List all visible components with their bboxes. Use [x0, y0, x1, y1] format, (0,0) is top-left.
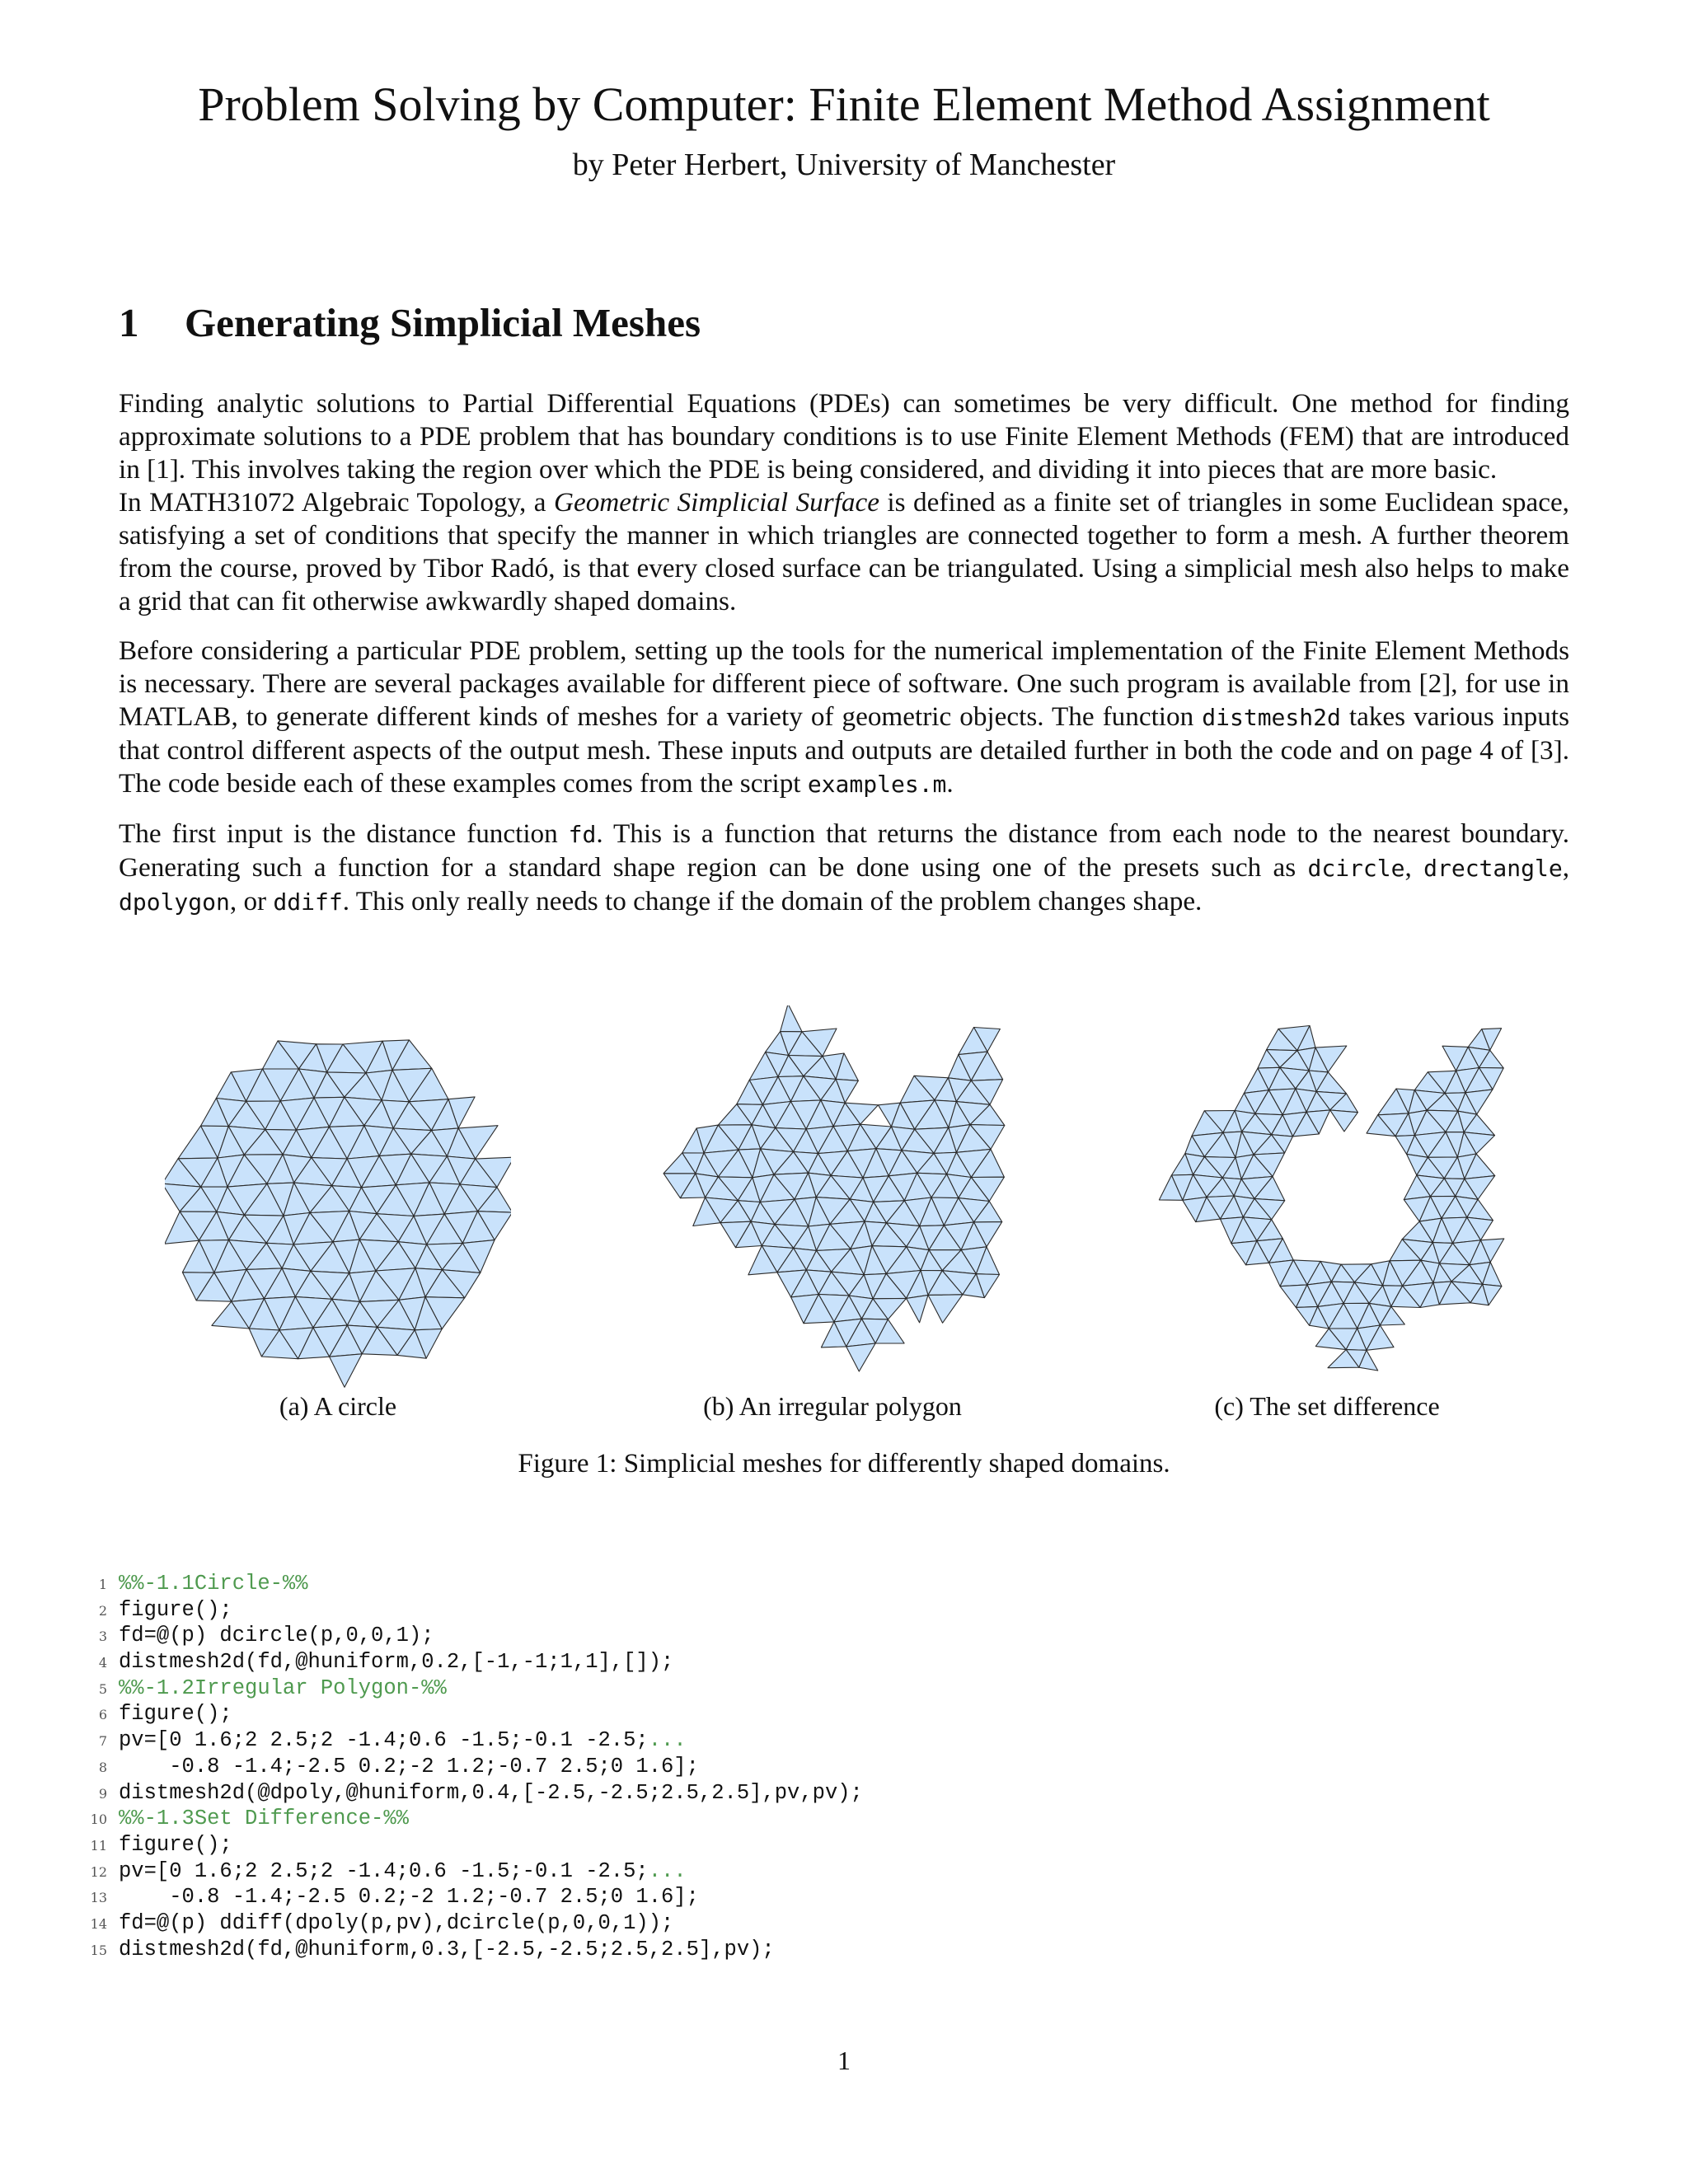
inline-code-ddiff: ddiff [273, 888, 343, 916]
line-number: 7 [98, 1733, 107, 1750]
paragraph-1: Finding analytic solutions to Partial Differential Equations (PDEs) can sometimes be very difficult. One method for finding approximate solutions to a PDE problem that has boundary conditions is to use Finite Element Methods (FEM) that are introduced in [1]. This involves taking the region over which the PDE is being considered, and dividing it into pieces that are more basic. [119, 388, 1569, 485]
subcaption-b: (b) An irregular polygon [703, 1391, 962, 1421]
line-number: 6 [98, 1707, 107, 1723]
mesh-triangle [928, 1295, 963, 1323]
paragraph-2-text-cont: is defined as a finite set of triangles in some Euclidean space, satisfying a set of conditions that specify the manner in which triangles are connected together to form a mesh. A further theorem from the course, proved by Tibor Radó, is that every closed surface can be triangulated. Using a simplicial mesh also helps to make a grid that can fit otherwise awkwardly shaped domains. [119, 487, 1569, 616]
code-text: distmesh2d(@dpoly,@huniform,0.4,[-2.5,-2.5;2.5,2.5],pv,pv); [119, 1780, 863, 1805]
mesh-triangle [907, 1295, 928, 1322]
code-line [82, 1571, 1154, 1597]
paragraph-3 [119, 635, 1569, 801]
paragraph-3-end: . [946, 768, 954, 799]
code-line [82, 1701, 1154, 1727]
code-text: -0.8 -1.4;-2.5 0.2;-2 1.2;-0.7 2.5;0 1.6]; [119, 1885, 699, 1910]
code-text: -0.8 -1.4;-2.5 0.2;-2 1.2;-0.7 2.5;0 1.6]; [119, 1754, 699, 1779]
code-comment: %%-1.3Set Difference-%% [119, 1807, 409, 1831]
line-number: 15 [90, 1942, 107, 1958]
code-text: fd=@(p) ddiff(dpoly(p,pv),dcircle(p,0,0,1)); [119, 1910, 674, 1935]
inline-code-distmesh2d: distmesh2d [1202, 704, 1341, 731]
paragraph-2 [119, 486, 1569, 618]
paragraph-3-text: Before considering a particular PDE problem, setting up the tools for the numerical implementation of the Finite Element Methods is necessary. There are several packages available for different piece of software. One such program is available from [2], for use in MATLAB, to generate different kinds of meshes for a variety of geometric objects. The function [119, 635, 1569, 732]
body-text [119, 387, 1569, 935]
inline-code-examples: examples.m [807, 771, 947, 798]
code-line [82, 1754, 1154, 1780]
line-continuation: ... [648, 1728, 687, 1753]
inline-code-dcircle: dcircle [1307, 855, 1405, 882]
subcaption-c: (c) The set difference [1214, 1391, 1440, 1421]
code-line [82, 1884, 1154, 1910]
code-line [82, 1858, 1154, 1885]
code-comment: %%-1.1Circle-%% [119, 1572, 308, 1596]
mesh-triangle [330, 1354, 363, 1387]
mesh-set-difference-figure [1146, 1005, 1508, 1401]
inline-code-fd: fd [568, 821, 597, 848]
inline-code-drectangle: drectangle [1423, 855, 1563, 882]
line-number: 2 [98, 1602, 107, 1619]
line-number: 10 [90, 1811, 107, 1828]
line-number: 4 [98, 1655, 107, 1671]
paragraph-4-text-cont: . This is a function that returns the distance from each node to the nearest boundary. Generating such a function for a standard shape region can be done using one of the presets such as [119, 818, 1569, 883]
mesh-triangle [1330, 1110, 1358, 1132]
mesh-triangle [781, 1005, 802, 1032]
code-text: fd=@(p) dcircle(p,0,0,1); [119, 1624, 434, 1648]
paragraph-4-end: . This only really needs to change if the domain of the problem changes shape. [342, 886, 1203, 916]
code-line [82, 1649, 1154, 1675]
code-text: distmesh2d(fd,@huniform,0.2,[-1,-1;1,1],[]); [119, 1650, 674, 1675]
paragraph-4-sep-3: , or [229, 886, 274, 916]
code-comment: %%-1.2Irregular Polygon-%% [119, 1675, 447, 1700]
section-heading [119, 298, 701, 348]
figure-caption: Figure 1: Simplicial meshes for differently shaped domains. [518, 1449, 1170, 1479]
line-continuation: ... [648, 1858, 687, 1883]
code-line [82, 1806, 1154, 1832]
code-listing [82, 1571, 1154, 1962]
line-number: 11 [90, 1837, 107, 1854]
code-line [82, 1675, 1154, 1702]
paragraph-4-sep-2: , [1562, 852, 1569, 883]
section-title: Generating Simplicial Meshes [185, 300, 701, 345]
line-number: 8 [98, 1759, 107, 1775]
paragraph-4 [119, 818, 1569, 919]
line-number: 3 [98, 1629, 107, 1645]
code-line [82, 1623, 1154, 1649]
code-text: figure(); [119, 1832, 232, 1857]
line-number: 9 [98, 1785, 107, 1802]
code-line [82, 1910, 1154, 1937]
line-number: 1 [98, 1577, 107, 1592]
subcaption-a: (a) A circle [279, 1391, 397, 1421]
mesh-circle-figure [165, 1014, 511, 1393]
inline-code-dpolygon: dpolygon [119, 888, 230, 916]
section-number: 1 [119, 300, 139, 345]
paragraph-4-text: The first input is the distance function [119, 818, 569, 849]
paragraph-4-sep-1: , [1404, 852, 1424, 883]
line-number: 14 [90, 1915, 107, 1932]
mesh-triangle [846, 1343, 875, 1371]
paper-author: by Peter Herbert, University of Manchester [572, 148, 1116, 182]
code-text: pv=[0 1.6;2 2.5;2 -1.4;0.6 -1.5;-0.1 -2.5; [119, 1858, 649, 1883]
line-number: 13 [90, 1890, 107, 1906]
paragraph-3-text-cont: takes various inputs that control different aspects of the output mesh. These inputs and outputs are detailed further in both the code and on page 4 of [3]. The code beside each of these examples comes from the script [119, 701, 1569, 799]
page-number: 1 [837, 2046, 851, 2075]
code-text: pv=[0 1.6;2 2.5;2 -1.4;0.6 -1.5;-0.1 -2.5; [119, 1728, 649, 1753]
code-text: figure(); [119, 1597, 232, 1622]
code-text: distmesh2d(fd,@huniform,0.3,[-2.5,-2.5;2.5,2.5],pv); [119, 1937, 775, 1961]
mesh-polygon-figure [651, 1005, 1014, 1401]
code-line [82, 1832, 1154, 1858]
code-line [82, 1727, 1154, 1754]
paper-title: Problem Solving by Computer: Finite Element Method Assignment [198, 77, 1490, 131]
line-number: 5 [98, 1680, 107, 1697]
code-line [82, 1780, 1154, 1807]
code-line [82, 1937, 1154, 1963]
code-text: figure(); [119, 1702, 232, 1727]
paragraph-2-emphasis: Geometric Simplicial Surface [554, 487, 879, 518]
line-number: 12 [90, 1863, 107, 1880]
code-line [82, 1597, 1154, 1624]
paragraph-2-text: In MATH31072 Algebraic Topology, a [119, 487, 554, 518]
